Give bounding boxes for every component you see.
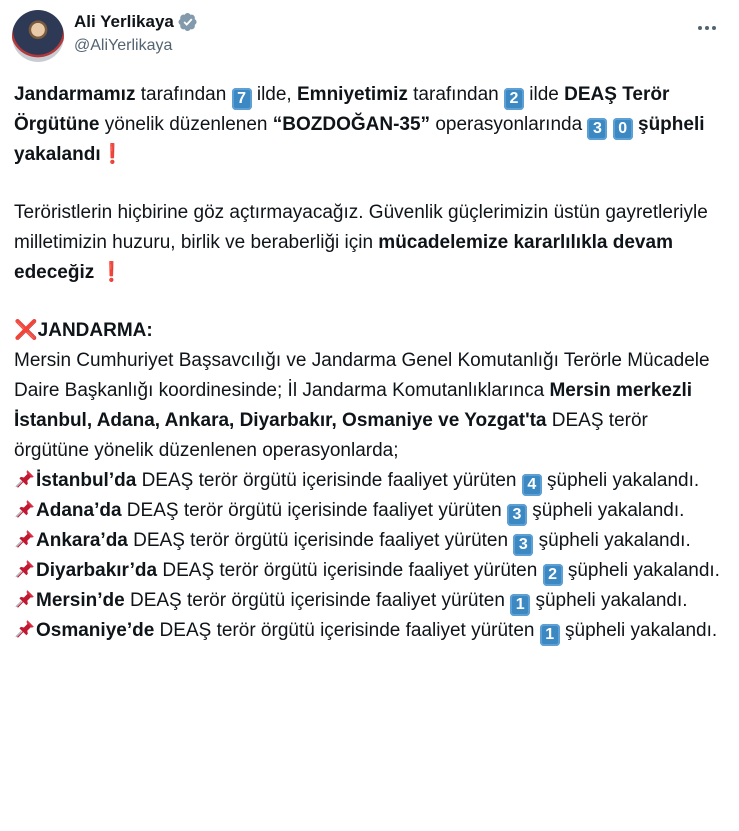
item-tail: şüpheli yakalandı.: [541, 470, 700, 491]
city-name: Adana’da: [36, 500, 122, 521]
city-item: [14, 556, 726, 586]
text-bold: Emniyetimiz: [297, 84, 408, 105]
keycap-number: 2: [543, 564, 563, 586]
item-text: DEAŞ terör örgütü içerisinde faaliyet yürüten: [124, 590, 511, 611]
text: tarafından: [407, 84, 504, 105]
text: yönelik düzenlenen: [99, 114, 273, 135]
author-names: [74, 12, 198, 55]
verified-badge-icon[interactable]: [178, 12, 198, 32]
keycap-number: 4: [522, 474, 542, 496]
item-tail: şüpheli yakalandı.: [562, 560, 720, 581]
text-bold: DEAŞ Terör Örgütüne: [14, 84, 670, 135]
item-text: DEAŞ terör örgütü içerisinde faaliyet yürüten: [121, 500, 507, 521]
keycap-number: 1: [540, 624, 560, 646]
text: tarafından: [135, 84, 232, 105]
city-name: Mersin’de: [36, 590, 125, 611]
text-bold: Mersin merkezli İstanbul, Adana, Ankara, Diyarbakır, Osmaniye ve Yozgat'ta: [14, 380, 693, 431]
text: ilde: [524, 84, 565, 105]
text-bold: şüpheli yakalandı: [14, 114, 705, 165]
city-item: [14, 496, 726, 526]
keycap-number: 3: [587, 118, 607, 140]
keycap-number: 1: [510, 594, 530, 616]
city-list: [14, 466, 726, 646]
text: Teröristlerin hiçbirine göz açtırmayacağız. Güvenlik güçlerimizin üstün gayretleriyle milletimizin huzuru, birlik ve beraberliği için: [14, 202, 708, 253]
pushpin-icon: [14, 498, 36, 520]
text: Mersin Cumhuriyet Başsavcılığı ve Jandarma Genel Komutanlığı Terörle Mücadele Daire Başkanlığı koordinesinde; İl Jandarma Komutanlıklarınca: [14, 350, 710, 401]
pushpin-icon: [14, 588, 36, 610]
city-name: Ankara’da: [36, 530, 128, 551]
tweet-header: [12, 8, 727, 64]
tweet-text: [14, 80, 726, 646]
item-text: DEAŞ terör örgütü içerisinde faaliyet yürüten: [127, 530, 514, 551]
item-tail: şüpheli yakalandı.: [559, 620, 718, 641]
text: operasyonlarında: [430, 114, 588, 135]
pushpin-icon: [14, 618, 36, 640]
item-text: DEAŞ terör örgütü içerisinde faaliyet yürüten: [136, 470, 522, 491]
paragraph-jandarma: [14, 316, 726, 466]
keycap-number: 0: [613, 118, 633, 140]
item-text: DEAŞ terör örgütü içerisinde faaliyet yürüten: [154, 620, 540, 641]
avatar[interactable]: [12, 10, 64, 62]
item-tail: şüpheli yakalandı.: [533, 530, 691, 551]
city-name: İstanbul’da: [36, 470, 137, 491]
keycap-number: 7: [232, 88, 252, 110]
city-item: [14, 466, 726, 496]
cross-mark-icon: ❌: [14, 320, 38, 341]
item-tail: şüpheli yakalandı.: [530, 590, 688, 611]
pushpin-icon: [14, 528, 36, 550]
keycap-number: 3: [507, 504, 527, 526]
city-item: [14, 526, 726, 556]
text-bold: mücadelemize kararlılıkla devam edeceğiz: [14, 232, 673, 283]
operation-name: “BOZDOĞAN-35”: [272, 114, 431, 135]
author-display-name[interactable]: Ali Yerlikaya: [74, 12, 174, 31]
pushpin-icon: [14, 468, 36, 490]
city-item: [14, 586, 726, 616]
item-tail: şüpheli yakalandı.: [527, 500, 685, 521]
author-handle[interactable]: @AliYerlikaya: [74, 37, 173, 54]
city-name: Osmaniye’de: [36, 620, 155, 641]
text-bold: Jandarmamız: [14, 84, 136, 105]
pushpin-icon: [14, 558, 36, 580]
item-text: DEAŞ terör örgütü içerisinde faaliyet yürüten: [157, 560, 543, 581]
more-options-icon[interactable]: [695, 16, 719, 40]
exclamation-icon: ❗: [94, 262, 124, 283]
keycap-number: 2: [504, 88, 524, 110]
exclamation-icon: ❗: [100, 144, 125, 165]
keycap-number: 3: [513, 534, 533, 556]
text: DEAŞ terör örgütüne yönelik düzenlenen operasyonlarda;: [14, 410, 648, 461]
city-name: Diyarbakır’da: [36, 560, 158, 581]
city-item: [14, 616, 726, 646]
section-heading: JANDARMA:: [37, 320, 153, 341]
text: ilde,: [251, 84, 297, 105]
paragraph-intro: [14, 80, 726, 170]
paragraph-statement: [14, 198, 726, 288]
